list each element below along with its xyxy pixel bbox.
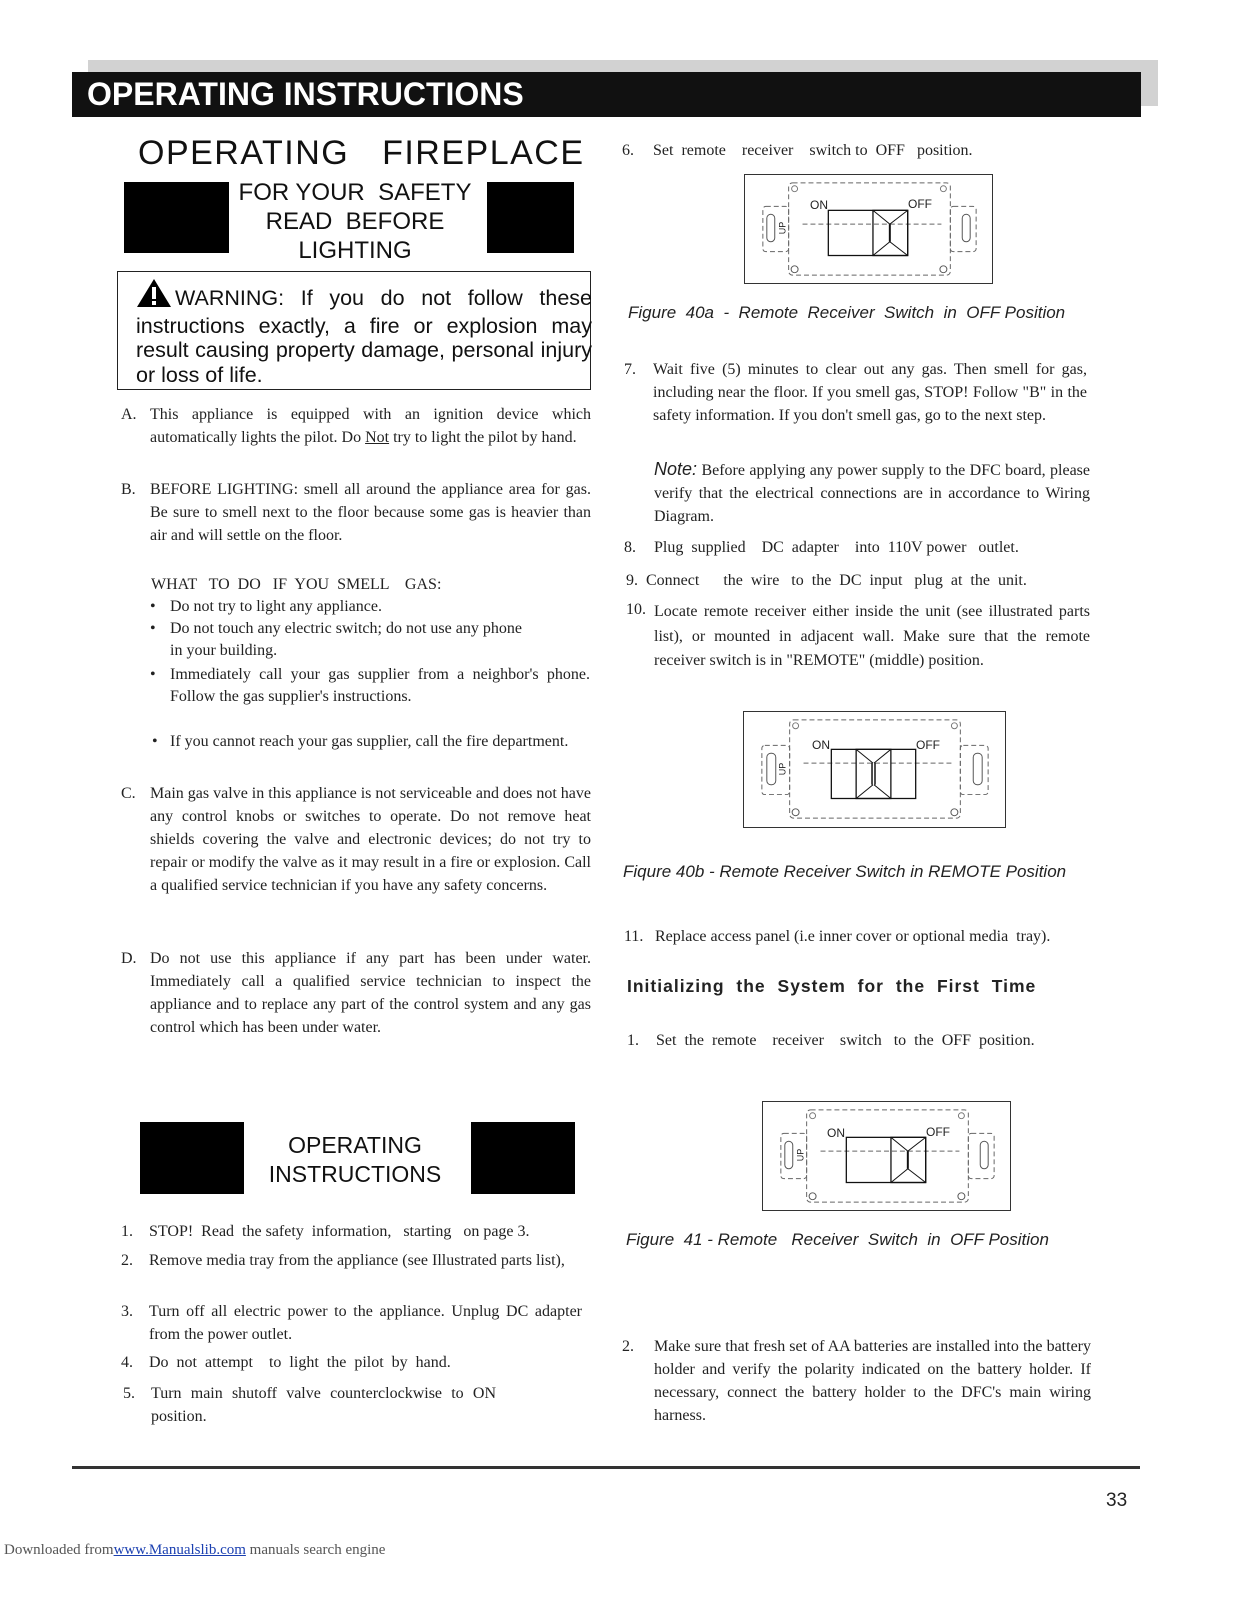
step-text: Do not attempt to light the pilot by hand.	[149, 1354, 451, 1371]
step-number: 2.	[121, 1252, 133, 1269]
bullet-item: Do not try to light any appliance.	[170, 598, 382, 615]
item-label-a: A.	[121, 406, 137, 423]
operating-instructions-heading	[245, 1131, 465, 1189]
warning-body: If you do not follow these instructions exactly, a fire or explosion may result causing property damage, personal injury or loss of life.	[136, 286, 592, 387]
switch-on-label: ON	[827, 1126, 845, 1140]
step-number: 4.	[121, 1354, 133, 1371]
switch-up-label: UP	[777, 221, 788, 235]
step-number: 7.	[624, 361, 636, 378]
ops-heading-line: OPERATING	[288, 1132, 422, 1158]
item-label-c: C.	[121, 785, 136, 802]
step-text: Set remote receiver switch to OFF position.	[653, 142, 973, 159]
page-title: OPERATING FIREPLACE	[138, 134, 585, 172]
safety-heading	[230, 178, 480, 265]
step-text: Connect the wire to the DC input plug at the unit.	[646, 572, 1027, 589]
switch-off-label: OFF	[908, 197, 932, 211]
step-number: 5.	[123, 1385, 135, 1402]
step-number: 10.	[626, 601, 646, 618]
black-block-right	[487, 182, 574, 253]
note-body: Before applying any power supply to the DFC board, please verify that the electrical connections are in accordance to Wiring Diagram.	[654, 462, 1090, 525]
page-number: 33	[1106, 1490, 1128, 1511]
step-number: 2.	[622, 1338, 634, 1355]
step-text: Locate remote receiver either inside the unit (see illustrated parts list), or mounted in adjacent wall. Make sure that the remote receiver switch is in "REMOTE" (middle) position.	[654, 603, 1090, 669]
item-a-text	[150, 403, 591, 449]
figure-41-switch-diagram	[762, 1101, 1011, 1211]
item-a-text-part: This appliance is equipped with an ignition device which automatically lights the pilot. Do	[150, 406, 591, 446]
step-text: Make sure that fresh set of AA batteries are installed into the battery holder and verify the polarity indicated on the battery holder. If necessary, connect the battery holder to the DFC's main wiring harness.	[654, 1338, 1091, 1424]
item-b-text: BEFORE LIGHTING: smell all around the appliance area for gas. Be sure to smell next to the floor because some gas is heavier than air and will settle on the floor.	[150, 481, 591, 544]
figure-40a-switch-diagram	[744, 174, 993, 284]
item-a-text-part: try to light the pilot by hand.	[389, 429, 577, 446]
safety-heading-line: LIGHTING	[298, 237, 412, 264]
step-text: Plug supplied DC adapter into 110V power outlet.	[654, 539, 1019, 556]
bullet-dot: •	[150, 666, 156, 683]
item-label-b: B.	[121, 481, 136, 498]
what-to-do-heading: WHAT TO DO IF YOU SMELL GAS:	[151, 576, 442, 593]
item-label-d: D.	[121, 950, 137, 967]
step-text: Turn main shutoff valve counterclockwise to ON position.	[151, 1385, 496, 1425]
step-text: STOP! Read the safety information, starting on page 3.	[149, 1223, 530, 1240]
download-prefix: Downloaded from	[4, 1542, 114, 1558]
step-number: 1.	[121, 1223, 133, 1240]
safety-heading-line: FOR YOUR SAFETY	[238, 179, 472, 206]
init-heading: Initializing the System for the First Time	[627, 976, 1037, 996]
figure-40b-switch-diagram	[743, 711, 1006, 828]
manualslib-link[interactable]: www.Manualslib.com	[113, 1542, 246, 1558]
switch-off-label: OFF	[916, 738, 940, 752]
safety-heading-line: READ BEFORE	[265, 208, 445, 235]
switch-up-label: UP	[777, 762, 788, 776]
warning-label: WARNING:	[175, 286, 285, 310]
step-text: Wait five (5) minutes to clear out any gas. Then smell for gas, including near the floor. If you smell gas, STOP! Follow "B" in the safety information. If you don't smell gas, go to the next step.	[653, 361, 1087, 424]
download-source-line	[4, 1542, 385, 1559]
warning-triangle-icon	[136, 278, 172, 314]
figure-40a-caption: Figure 40a - Remote Receiver Switch in OFF Position	[628, 303, 1066, 322]
step-text: Turn off all electric power to the appliance. Unplug DC adapter from the power outlet.	[149, 1303, 582, 1343]
warning-text	[136, 278, 592, 387]
switch-on-label: ON	[812, 738, 830, 752]
black-block-left	[124, 182, 229, 253]
bullet-dot: •	[150, 620, 156, 637]
black-block-left	[140, 1122, 244, 1194]
step-number: 1.	[627, 1032, 639, 1049]
switch-up-label: UP	[795, 1148, 806, 1162]
switch-off-label: OFF	[926, 1125, 950, 1139]
step-number: 9.	[626, 572, 638, 589]
item-a-emphasis: Not	[365, 429, 390, 446]
download-tagline: manuals search engine	[249, 1542, 386, 1558]
bullet-dot: •	[152, 733, 158, 750]
bullet-item: Do not touch any electric switch; do not use any phone in your building.	[170, 620, 522, 659]
figure-40b-caption: Fiqure 40b - Remote Receiver Switch in REMOTE Position	[623, 862, 1067, 881]
note-text	[654, 458, 1090, 528]
footer-divider	[72, 1466, 1140, 1469]
item-d-text: Do not use this appliance if any part has been under water. Immediately call a qualified service technician to inspect the appliance and to replace any part of the control system and any gas control which has been under water.	[150, 950, 591, 1036]
step-number: 11.	[624, 928, 644, 945]
step-text: Remove media tray from the appliance (see Illustrated parts list),	[149, 1252, 565, 1269]
note-label: Note:	[654, 459, 698, 479]
step-number: 6.	[622, 142, 634, 159]
step-text: Set the remote receiver switch to the OFF position.	[656, 1032, 1035, 1049]
step-text: Replace access panel (i.e inner cover or optional media tray).	[655, 928, 1051, 945]
black-block-right	[471, 1122, 575, 1194]
item-c-text: Main gas valve in this appliance is not serviceable and does not have any control knobs or switches to operate. Do not remove heat shields covering the valve and electronic devices; do not try to repair or modify the valve as it may result in a fire or explosion. Call a qualified service technician if you have any safety concerns.	[150, 785, 591, 894]
switch-on-label: ON	[810, 198, 828, 212]
ops-heading-line: INSTRUCTIONS	[268, 1161, 442, 1187]
step-number: 3.	[121, 1303, 133, 1320]
section-header-title: OPERATING INSTRUCTIONS	[87, 76, 524, 112]
bullet-item: Immediately call your gas supplier from a neighbor's phone. Follow the gas supplier's instructions.	[170, 666, 590, 705]
step-number: 8.	[624, 539, 636, 556]
bullet-dot: •	[150, 598, 156, 615]
figure-41-caption: Figure 41 - Remote Receiver Switch in OFF Position	[626, 1230, 1049, 1249]
bullet-item: If you cannot reach your gas supplier, call the fire department.	[170, 733, 569, 750]
